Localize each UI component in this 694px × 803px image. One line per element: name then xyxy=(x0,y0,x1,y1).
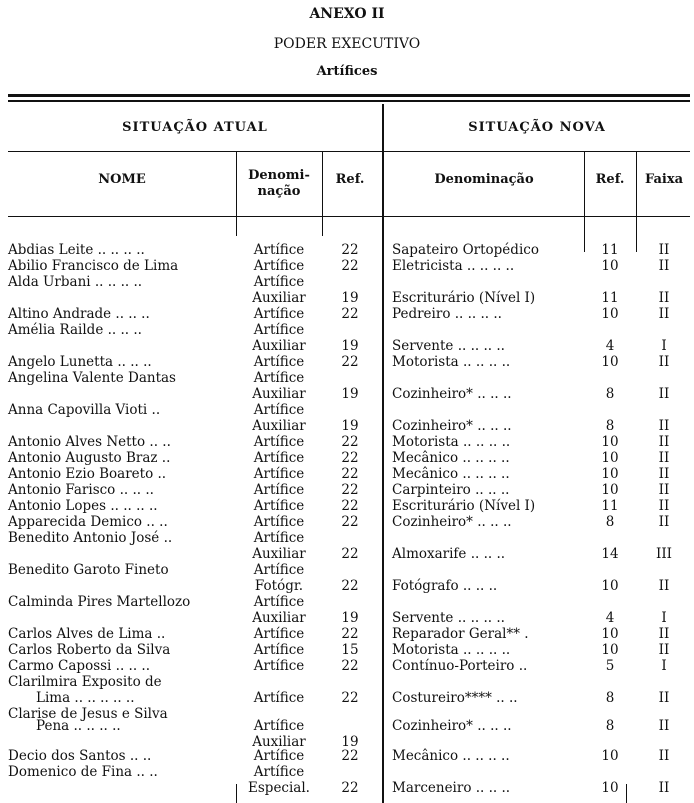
cell-nova-ref: 8 xyxy=(605,418,615,434)
top-rule-2 xyxy=(8,100,690,102)
col-ref-nova: Ref. xyxy=(595,172,625,187)
cell-faixa: II xyxy=(658,242,670,258)
cell-faixa: II xyxy=(658,354,670,370)
cell-nova-ref: 10 xyxy=(601,354,619,370)
col-nome: NOME xyxy=(98,172,146,187)
cell-faixa: II xyxy=(658,642,670,658)
cell-faixa: II xyxy=(658,258,670,274)
cell-nova-denominacao: Pedreiro .. .. .. .. xyxy=(392,306,502,322)
cell-nome: Angelina Valente Dantas xyxy=(8,370,176,386)
cell-ref: 19 xyxy=(341,290,359,306)
cell-nova-ref: 4 xyxy=(605,338,615,354)
cell-nova-ref: 10 xyxy=(601,748,619,764)
cell-nova-denominacao: Escriturário (Nível I) xyxy=(392,498,536,514)
section-rule xyxy=(8,151,690,152)
cell-nome: Calminda Pires Martellozo xyxy=(8,594,191,610)
cell-nova-ref: 10 xyxy=(601,578,619,594)
header-rule xyxy=(8,216,690,217)
cell-faixa: II xyxy=(658,450,670,466)
cell-denominacao: Fotógr. xyxy=(254,578,304,594)
cell-denominacao: Artífice xyxy=(253,482,305,498)
cell-nome: Antonio Lopes .. .. .. .. xyxy=(8,498,158,514)
cell-faixa: II xyxy=(658,718,670,734)
cell-nova-ref: 10 xyxy=(601,642,619,658)
cell-nova-ref: 11 xyxy=(601,242,619,258)
cell-denominacao: Artífice xyxy=(253,258,305,274)
cell-denominacao: Artífice xyxy=(253,354,305,370)
cell-nova-denominacao: Servente .. .. .. .. xyxy=(392,338,505,354)
cell-denominacao: Artífice xyxy=(253,562,305,578)
section-new: SITUAÇÃO NOVA xyxy=(468,120,606,135)
cell-ref: 22 xyxy=(341,354,359,370)
cell-denominacao: Auxiliar xyxy=(252,546,306,562)
cell-denominacao: Auxiliar xyxy=(252,386,306,402)
cell-nome: Domenico de Fina .. .. xyxy=(8,764,158,780)
cell-nome: Clarilmira Exposito de xyxy=(8,674,162,690)
cell-nova-denominacao: Servente .. .. .. .. xyxy=(392,610,505,626)
col-denominacao-atual xyxy=(236,168,322,200)
divider-nden xyxy=(584,152,585,252)
cell-nova-denominacao: Carpinteiro .. .. .. xyxy=(392,482,510,498)
col-ref-atual: Ref. xyxy=(335,172,365,187)
cell-denominacao: Artífice xyxy=(253,690,305,706)
cell-nova-denominacao: Cozinheiro* .. .. .. xyxy=(392,418,512,434)
cell-faixa: II xyxy=(658,626,670,642)
cell-nome: Amélia Railde .. .. .. xyxy=(8,322,142,338)
cell-nova-denominacao: Reparador Geral** . xyxy=(392,626,529,642)
cell-nova-ref: 8 xyxy=(605,514,615,530)
cell-nome: Clarise de Jesus e Silva xyxy=(8,706,168,722)
divider-den xyxy=(322,152,323,236)
cell-nova-denominacao: Escriturário (Nível I) xyxy=(392,290,536,306)
cell-faixa: II xyxy=(658,306,670,322)
branch-title: PODER EXECUTIVO xyxy=(273,36,421,52)
cell-nome: Angelo Lunetta .. .. .. xyxy=(8,354,152,370)
cell-denominacao: Auxiliar xyxy=(252,418,306,434)
cell-denominacao: Auxiliar xyxy=(252,610,306,626)
cell-denominacao: Artífice xyxy=(253,466,305,482)
cell-ref: 22 xyxy=(341,514,359,530)
cell-ref: 19 xyxy=(341,610,359,626)
cell-nova-ref: 8 xyxy=(605,386,615,402)
cell-nome: Altino Andrade .. .. .. xyxy=(8,306,150,322)
cell-nova-ref: 10 xyxy=(601,626,619,642)
cell-ref: 19 xyxy=(341,734,359,750)
cell-nome: Carlos Alves de Lima .. xyxy=(8,626,166,642)
cell-denominacao: Artífice xyxy=(253,658,305,674)
cell-ref: 22 xyxy=(341,450,359,466)
cell-nova-denominacao: Fotógrafo .. .. .. xyxy=(392,578,498,594)
cell-denominacao: Artífice xyxy=(253,594,305,610)
cell-nova-ref: 10 xyxy=(601,434,619,450)
cell-ref: 22 xyxy=(341,748,359,764)
cell-ref: 22 xyxy=(341,498,359,514)
cell-ref: 22 xyxy=(341,306,359,322)
cell-nova-denominacao: Contínuo-Porteiro .. xyxy=(392,658,528,674)
cell-ref: 22 xyxy=(341,546,359,562)
cell-nova-ref: 10 xyxy=(601,258,619,274)
cell-nova-ref: 8 xyxy=(605,718,615,734)
cell-ref: 22 xyxy=(341,626,359,642)
cell-nome: Abdias Leite .. .. .. .. xyxy=(8,242,145,258)
cell-nova-denominacao: Motorista .. .. .. .. xyxy=(392,642,511,658)
cell-nome: Anna Capovilla Vioti .. xyxy=(8,402,161,418)
cell-nova-ref: 5 xyxy=(605,658,615,674)
cell-denominacao: Artífice xyxy=(253,764,305,780)
cell-nova-ref: 10 xyxy=(601,306,619,322)
cell-nova-ref: 11 xyxy=(601,498,619,514)
cell-nova-ref: 10 xyxy=(601,450,619,466)
cell-ref: 15 xyxy=(341,642,359,658)
cell-faixa: II xyxy=(658,690,670,706)
cell-nova-ref: 10 xyxy=(601,482,619,498)
cell-faixa: II xyxy=(658,482,670,498)
cell-denominacao: Artífice xyxy=(253,306,305,322)
cell-faixa: I xyxy=(661,338,667,354)
cell-faixa: II xyxy=(658,466,670,482)
cell-nome: Carmo Capossi .. .. .. xyxy=(8,658,150,674)
cell-denominacao: Artífice xyxy=(253,274,305,290)
cell-ref: 19 xyxy=(341,418,359,434)
cell-nova-denominacao: Mecânico .. .. .. .. xyxy=(392,748,510,764)
cell-nova-ref: 14 xyxy=(601,546,619,562)
cell-nome: Pena .. .. .. .. xyxy=(36,718,121,734)
cell-nova-denominacao: Sapateiro Ortopédico xyxy=(392,242,539,258)
cell-nome: Lima .. .. .. .. .. xyxy=(36,690,135,706)
cell-faixa: II xyxy=(658,748,670,764)
cell-faixa: II xyxy=(658,386,670,402)
cell-nova-denominacao: Mecânico .. .. .. .. xyxy=(392,450,510,466)
divider-nome xyxy=(236,152,237,236)
cell-denominacao: Auxiliar xyxy=(252,290,306,306)
cell-nova-ref: 10 xyxy=(601,780,619,796)
col-denominacao-atual-line1: Denomi- xyxy=(248,168,310,183)
cell-denominacao: Artífice xyxy=(253,322,305,338)
col-denominacao-atual-line2: nação xyxy=(257,184,301,199)
cell-nome: Antonio Augusto Braz .. xyxy=(8,450,171,466)
cell-ref: 19 xyxy=(341,386,359,402)
cell-faixa: II xyxy=(658,780,670,796)
cell-nova-denominacao: Motorista .. .. .. .. xyxy=(392,354,511,370)
cell-faixa: II xyxy=(658,578,670,594)
cell-ref: 22 xyxy=(341,658,359,674)
cell-ref: 22 xyxy=(341,578,359,594)
cell-nova-ref: 4 xyxy=(605,610,615,626)
cell-nova-denominacao: Cozinheiro* .. .. .. xyxy=(392,386,512,402)
cell-faixa: III xyxy=(656,546,672,562)
cell-denominacao: Especial. xyxy=(248,780,310,796)
cell-nova-denominacao: Motorista .. .. .. .. xyxy=(392,434,511,450)
cell-denominacao: Artífice xyxy=(253,718,305,734)
cell-faixa: I xyxy=(661,658,667,674)
cell-ref: 22 xyxy=(341,780,359,796)
cell-nome: Antonio Farisco .. .. .. xyxy=(8,482,154,498)
cell-denominacao: Artífice xyxy=(253,450,305,466)
cell-denominacao: Artífice xyxy=(253,748,305,764)
cell-denominacao: Auxiliar xyxy=(252,734,306,750)
cell-ref: 22 xyxy=(341,434,359,450)
cell-faixa: II xyxy=(658,418,670,434)
cell-faixa: I xyxy=(661,610,667,626)
cell-nova-denominacao: Cozinheiro* .. .. .. xyxy=(392,514,512,530)
cell-ref: 19 xyxy=(341,338,359,354)
col-faixa: Faixa xyxy=(644,172,684,187)
cell-nome: Apparecida Demico .. .. xyxy=(8,514,168,530)
cell-faixa: II xyxy=(658,498,670,514)
cell-denominacao: Artífice xyxy=(253,514,305,530)
cell-faixa: II xyxy=(658,434,670,450)
cell-nome: Abilio Francisco de Lima xyxy=(8,258,179,274)
cell-ref: 22 xyxy=(341,258,359,274)
cell-denominacao: Artífice xyxy=(253,498,305,514)
cell-denominacao: Artífice xyxy=(253,626,305,642)
cell-nova-denominacao: Almoxarife .. .. .. xyxy=(392,546,506,562)
cell-denominacao: Artífice xyxy=(253,370,305,386)
cell-nome: Antonio Alves Netto .. .. xyxy=(8,434,171,450)
cell-ref: 22 xyxy=(341,690,359,706)
cell-nova-denominacao: Costureiro**** .. .. xyxy=(392,690,518,706)
cell-nova-denominacao: Mecânico .. .. .. .. xyxy=(392,466,510,482)
cell-nome: Decio dos Santos .. .. xyxy=(8,748,152,764)
col-denominacao-nova: Denominação xyxy=(434,172,534,187)
annex-title: ANEXO II xyxy=(309,6,385,22)
cell-nome: Alda Urbani .. .. .. .. xyxy=(8,274,143,290)
cell-nova-ref: 8 xyxy=(605,690,615,706)
section-current: SITUAÇÃO ATUAL xyxy=(122,120,268,135)
cell-nome: Benedito Garoto Fineto xyxy=(8,562,169,578)
cell-nova-ref: 10 xyxy=(601,466,619,482)
cell-ref: 22 xyxy=(341,482,359,498)
cell-faixa: II xyxy=(658,514,670,530)
cell-faixa: II xyxy=(658,290,670,306)
cell-ref: 22 xyxy=(341,242,359,258)
cell-nova-ref: 11 xyxy=(601,290,619,306)
cell-ref: 22 xyxy=(341,466,359,482)
cell-denominacao: Artífice xyxy=(253,402,305,418)
cell-nova-denominacao: Eletricista .. .. .. .. xyxy=(392,258,515,274)
cell-nome: Carlos Roberto da Silva xyxy=(8,642,171,658)
cell-denominacao: Auxiliar xyxy=(252,338,306,354)
divider-main xyxy=(382,104,384,803)
cell-nova-denominacao: Marceneiro .. .. .. xyxy=(392,780,511,796)
cell-denominacao: Artífice xyxy=(253,242,305,258)
divider-nref xyxy=(636,152,637,252)
cell-nome: Benedito Antonio José .. xyxy=(8,530,173,546)
cell-denominacao: Artífice xyxy=(253,642,305,658)
top-rule xyxy=(8,94,690,97)
cell-nova-denominacao: Cozinheiro* .. .. .. xyxy=(392,718,512,734)
cell-nome: Antonio Ezio Boareto .. xyxy=(8,466,167,482)
cell-denominacao: Artífice xyxy=(253,530,305,546)
cell-denominacao: Artífice xyxy=(253,434,305,450)
category-title: Artífices xyxy=(316,64,378,79)
